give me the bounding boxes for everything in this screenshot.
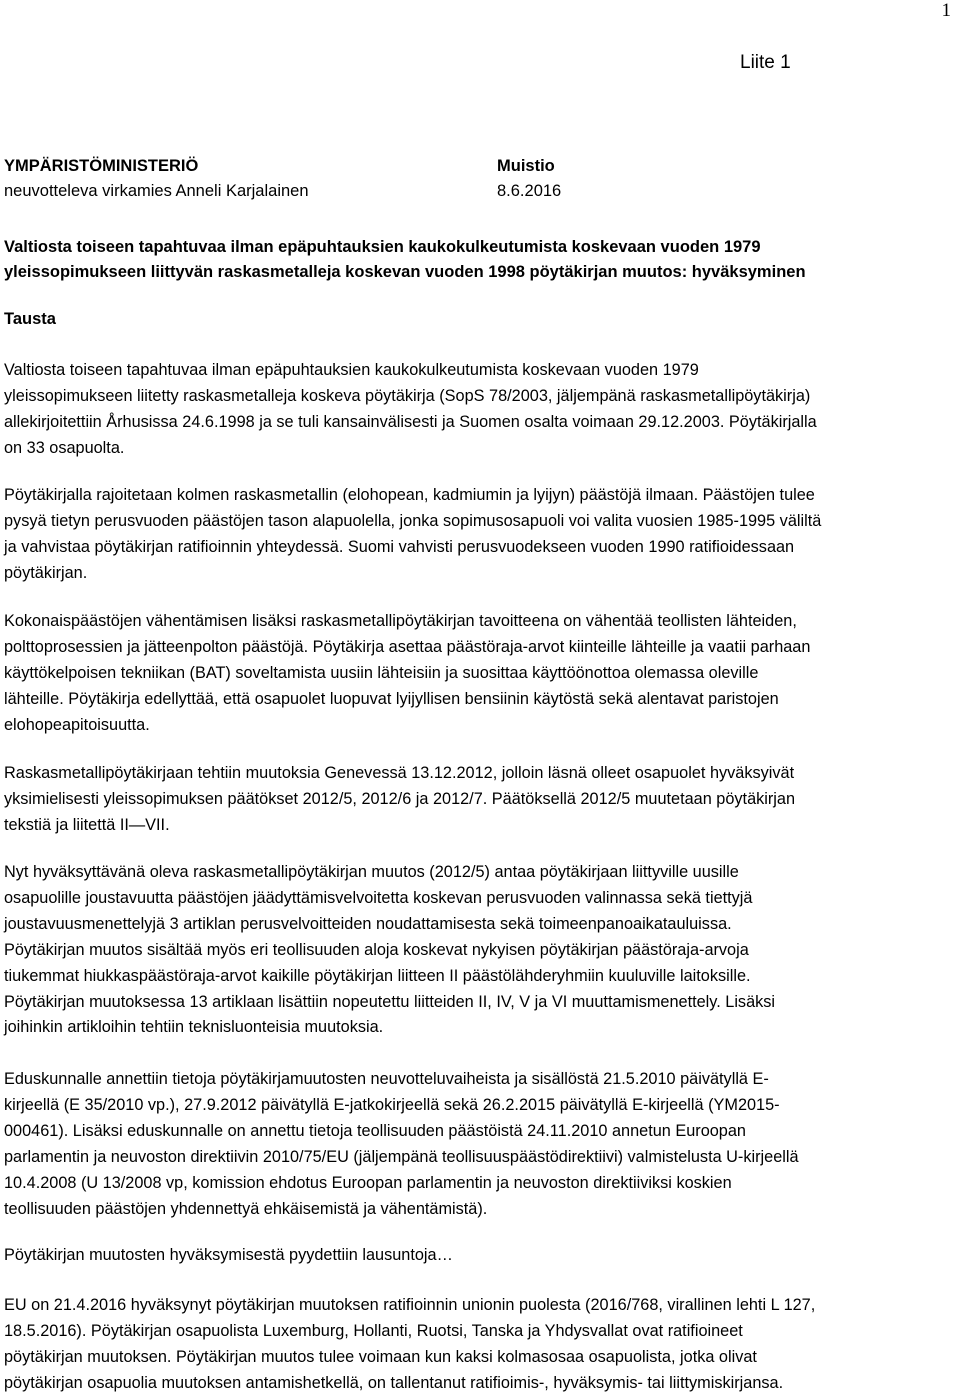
paragraph-line: Eduskunnalle annettiin tietoja pöytäkirjamuutosten neuvotteluvaiheista ja sisällöstä 21.5.2010 päivätyllä E- [4, 1070, 769, 1088]
document-type: Muistio [497, 157, 555, 175]
title-line: Valtiosta toiseen tapahtuvaa ilman epäpuhtauksien kaukokulkeutumista koskevaan vuoden 1979 [4, 238, 761, 256]
paragraph-line: Pöytäkirjan muutosten hyväksymisestä pyydettiin lausuntoja… [4, 1246, 453, 1264]
paragraph-line: pöytäkirjan muutoksen. Pöytäkirjan muutos tulee voimaan kun kaksi kolmasosaa osapuolista, jotka olivat [4, 1347, 757, 1366]
paragraph [4, 1243, 959, 1269]
paragraph-line: 10.4.2008 (U 13/2008 vp, komission ehdotus Euroopan parlamentin ja neuvoston direktiiviksi koskien [4, 1173, 732, 1192]
paragraph-line: käyttökelpoisen tekniikan (BAT) soveltamista uusiin lähteisiin ja suosittaa käyttöönottoa olemassa oleville [4, 663, 759, 682]
paragraph-line: pöytäkirjan. [4, 563, 88, 582]
paragraph [4, 483, 959, 587]
title-line: yleissopimukseen liittyvän raskasmetalleja koskevan vuoden 1998 pöytäkirjan muutos: hyväksyminen [4, 263, 806, 281]
paragraph-line: pöytäkirjan osapuolia muutoksen antamishetkellä, on tallentanut ratifioimis-, hyväksymis- tai liittymiskirjansa. [4, 1373, 784, 1392]
paragraph-line: polttoprosessien ja jätteenpolton päästöjä. Pöytäkirja asettaa päästöraja-arvot kiinteille lähteille ja vaatii parhaan [4, 637, 811, 656]
paragraph-line: Kokonaispäästöjen vähentämisen lisäksi raskasmetallipöytäkirjan tavoitteena on vähentää teollisten lähteiden, [4, 612, 797, 630]
paragraph-line: yksimielisesti yleissopimuksen päätökset 2012/5, 2012/6 ja 2012/7. Päätöksellä 2012/5 muutetaan pöytäkirjan [4, 789, 796, 808]
ministry-name: YMPÄRISTÖMINISTERIÖ [4, 157, 199, 175]
author-line: neuvotteleva virkamies Anneli Karjalainen [4, 182, 309, 200]
paragraph-line: pysyä tietyn perusvuoden päästöjen tason alapuolella, jonka sopimusosapuoli voi valita vuosien 1985-1995 väliltä [4, 511, 822, 530]
paragraph-line: 18.5.2016). Pöytäkirjan osapuolista Luxemburg, Hollanti, Ruotsi, Tanska ja Yhdysvallat ovat ratifioineet [4, 1321, 743, 1340]
paragraph-line: on 33 osapuolta. [4, 438, 125, 457]
paragraph [4, 1067, 959, 1222]
paragraph-line: lähteille. Pöytäkirja edellyttää, että osapuolet luopuvat lyijyllisen bensiinin käytöstä sekä alentavat paristojen [4, 689, 779, 708]
paragraph-line: Nyt hyväksyttävänä oleva raskasmetallipöytäkirjan muutos (2012/5) antaa pöytäkirjaan liittyville uusille [4, 863, 739, 881]
document-title [4, 235, 959, 285]
paragraph-line: elohopeapitoisuutta. [4, 715, 150, 734]
paragraph-line: allekirjoitettiin Århusissa 24.6.1998 ja se tuli kansainvälisesti ja Suomen osalta voimaan 29.12.2003. Pöytäkirjalla [4, 412, 817, 431]
paragraph-line: 000461). Lisäksi eduskunnalle on annettu tietoja teollisuuden päästöistä 24.11.2010 annetun Euroopan [4, 1121, 746, 1140]
paragraph-line: Raskasmetallipöytäkirjaan tehtiin muutoksia Genevessä 13.12.2012, jolloin läsnä olleet osapuolet hyväksyivät [4, 764, 795, 782]
appendix-label: Liite 1 [740, 52, 791, 73]
paragraph-line: parlamentin ja neuvoston direktiivin 2010/75/EU (jäljempänä teollisuuspäästödirektiivi) valmistelusta U-kirjeellä [4, 1147, 799, 1166]
paragraph [4, 1293, 959, 1397]
paragraph [4, 761, 959, 839]
paragraph [4, 609, 959, 739]
paragraph [4, 860, 959, 1041]
paragraph-line: EU on 21.4.2016 hyväksynyt pöytäkirjan muutoksen ratifioinnin unionin puolesta (2016/768, virallinen lehti L 127, [4, 1296, 816, 1314]
paragraph-line: joihinkin artikloihin tehtiin teknisluonteisia muutoksia. [4, 1018, 384, 1037]
paragraph-line: ja vahvistaa pöytäkirjan ratifioinnin yhteydessä. Suomi vahvisti perusvuodekseen vuoden 1990 ratifioidessaan [4, 537, 795, 556]
paragraph-line: tekstiä ja liitettä II—VII. [4, 815, 170, 834]
paragraph-line: kirjeellä (E 35/2010 vp.), 27.9.2012 päivätyllä E-jatkokirjeellä sekä 26.2.2015 päivätyllä E-kirjeellä (YM2015- [4, 1095, 780, 1114]
document-date: 8.6.2016 [497, 182, 562, 200]
paragraph-line: Pöytäkirjan muutoksessa 13 artiklaan lisättiin nopeutettu liitteiden II, IV, V ja VI muuttamismenettely. Lisäksi [4, 992, 776, 1011]
paragraph-line: Valtiosta toiseen tapahtuvaa ilman epäpuhtauksien kaukokulkeutumista koskevaan vuoden 1979 [4, 361, 699, 379]
page-number: 1 [941, 0, 951, 21]
paragraph-line: Pöytäkirjan muutos sisältää myös eri teollisuuden aloja koskevat nykyisen pöytäkirjan päästöraja-arvoja [4, 940, 749, 959]
paragraph-line: yleissopimukseen liitetty raskasmetalleja koskeva pöytäkirja (SopS 78/2003, jäljempänä raskasmetallipöytäkirja) [4, 386, 811, 405]
section-heading: Tausta [4, 310, 56, 328]
paragraph [4, 358, 959, 462]
paragraph-line: osapuolille joustavuutta päästöjen jäädyttämisvelvoitetta koskevan perusvuoden valinnassa sekä tiettyjä [4, 888, 753, 907]
paragraph-line: Pöytäkirjalla rajoitetaan kolmen raskasmetallin (elohopean, kadmiumin ja lyijyn) päästöjä ilmaan. Päästöjen tulee [4, 486, 815, 504]
paragraph-line: joustavuusmenettelyjä 3 artiklan perusvelvoitteiden noudattamisesta sekä toimeenpanoaikatauluissa. [4, 914, 732, 933]
paragraph-line: tiukemmat hiukkaspäästöraja-arvot kaikille pöytäkirjan liitteen II päästölähderyhmiin kuuluville laitoksille. [4, 966, 751, 985]
paragraph-line: teollisuuden päästöjen yhdennettyä ehkäisemistä ja vähentämistä). [4, 1199, 488, 1218]
